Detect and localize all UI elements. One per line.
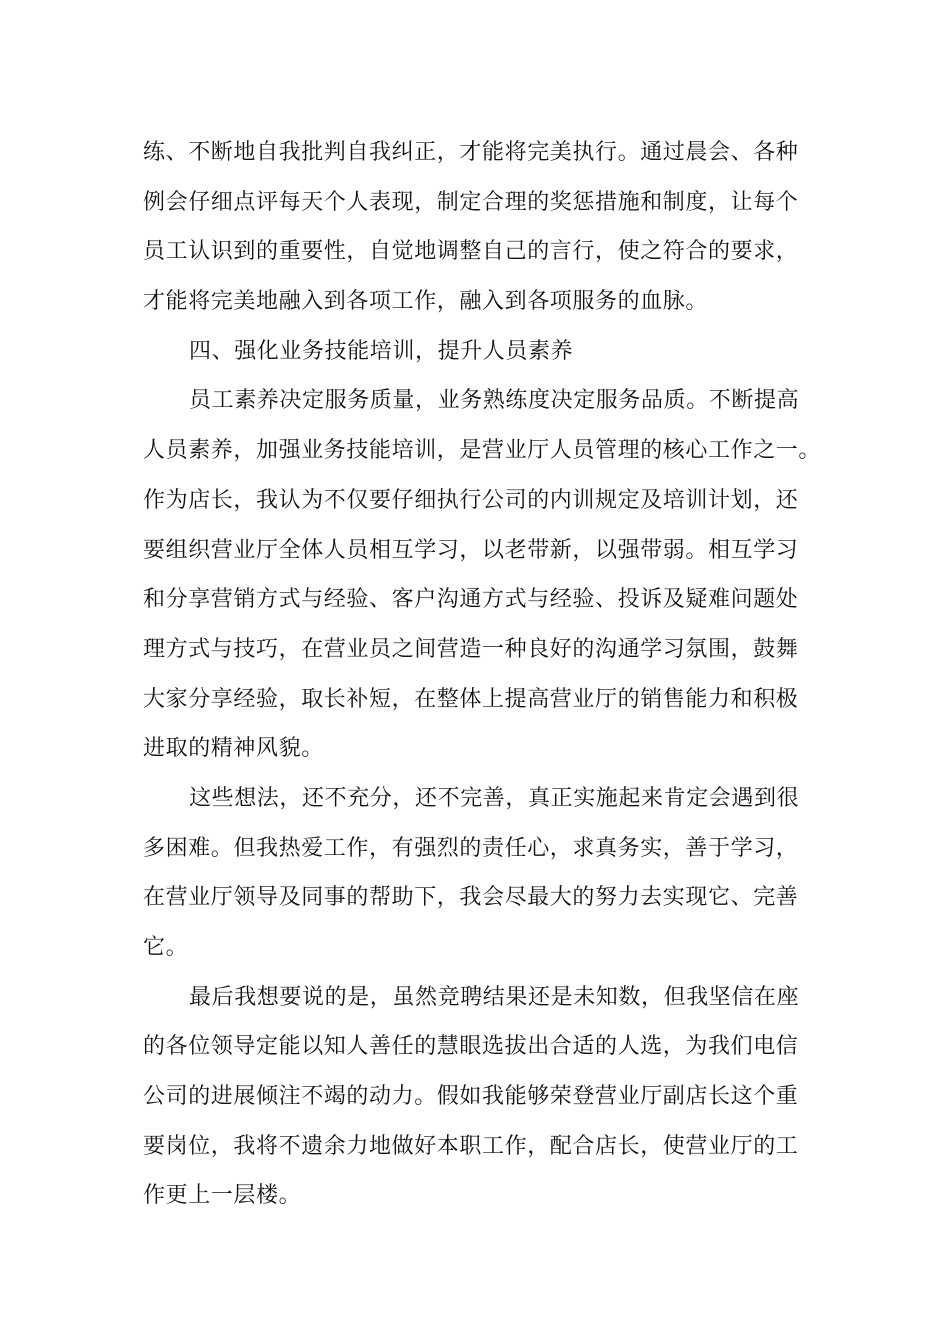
- text-line: 大家分享经验，取长补短，在整体上提高营业厅的销售能力和积极: [143, 686, 799, 712]
- text-line: 它。: [143, 935, 189, 960]
- text-line: 员工认识到的重要性，自觉地调整自己的言行，使之符合的要求，: [143, 239, 799, 265]
- text-line: 在营业厅领导及同事的帮助下，我会尽最大的努力去实现它、完善: [143, 885, 799, 911]
- text-line: 的各位领导定能以知人善任的慧眼选拔出合适的人选，为我们电信: [143, 1034, 799, 1060]
- text-line: 最后我想要说的是，虽然竞聘结果还是未知数，但我坚信在座: [189, 984, 800, 1010]
- text-line: 多困难。但我热爱工作，有强烈的责任心，求真务实，善于学习，: [143, 835, 799, 861]
- text-line: 这些想法，还不充分，还不完善，真正实施起来肯定会遇到很: [189, 785, 800, 811]
- text-line: 要组织营业厅全体人员相互学习，以老带新，以强带弱。相互学习: [143, 537, 799, 563]
- text-line: 练、不断地自我批判自我纠正，才能将完美执行。通过晨会、各种: [143, 140, 799, 165]
- text-line: 公司的进展倾注不竭的动力。假如我能够荣登营业厅副店长这个重: [143, 1084, 799, 1110]
- text-line: 作为店长，我认为不仅要仔细执行公司的内训规定及培训计划，还: [143, 487, 799, 513]
- text-line: 和分享营销方式与经验、客户沟通方式与经验、投诉及疑难问题处: [143, 587, 799, 613]
- text-line: 要岗位，我将不遗余力地做好本职工作，配合店长，使营业厅的工: [143, 1133, 799, 1159]
- text-line: 员工素养决定服务质量，业务熟练度决定服务品质。不断提高: [189, 388, 800, 414]
- text-line: 四、强化业务技能培训，提升人员素养: [189, 338, 574, 364]
- text-line: 作更上一层楼。: [143, 1183, 302, 1209]
- text-line: 例会仔细点评每天个人表现，制定合理的奖惩措施和制度，让每个: [143, 189, 799, 215]
- text-line: 理方式与技巧，在营业员之间营造一种良好的沟通学习氛围，鼓舞: [143, 636, 799, 662]
- text-line: 进取的精神风貌。: [143, 736, 324, 762]
- text-line: 人员素养，加强业务技能培训，是营业厅人员管理的核心工作之一。: [143, 438, 822, 464]
- document-body: [143, 128, 833, 1221]
- text-line: 才能将完美地融入到各项工作，融入到各项服务的血脉。: [143, 289, 709, 315]
